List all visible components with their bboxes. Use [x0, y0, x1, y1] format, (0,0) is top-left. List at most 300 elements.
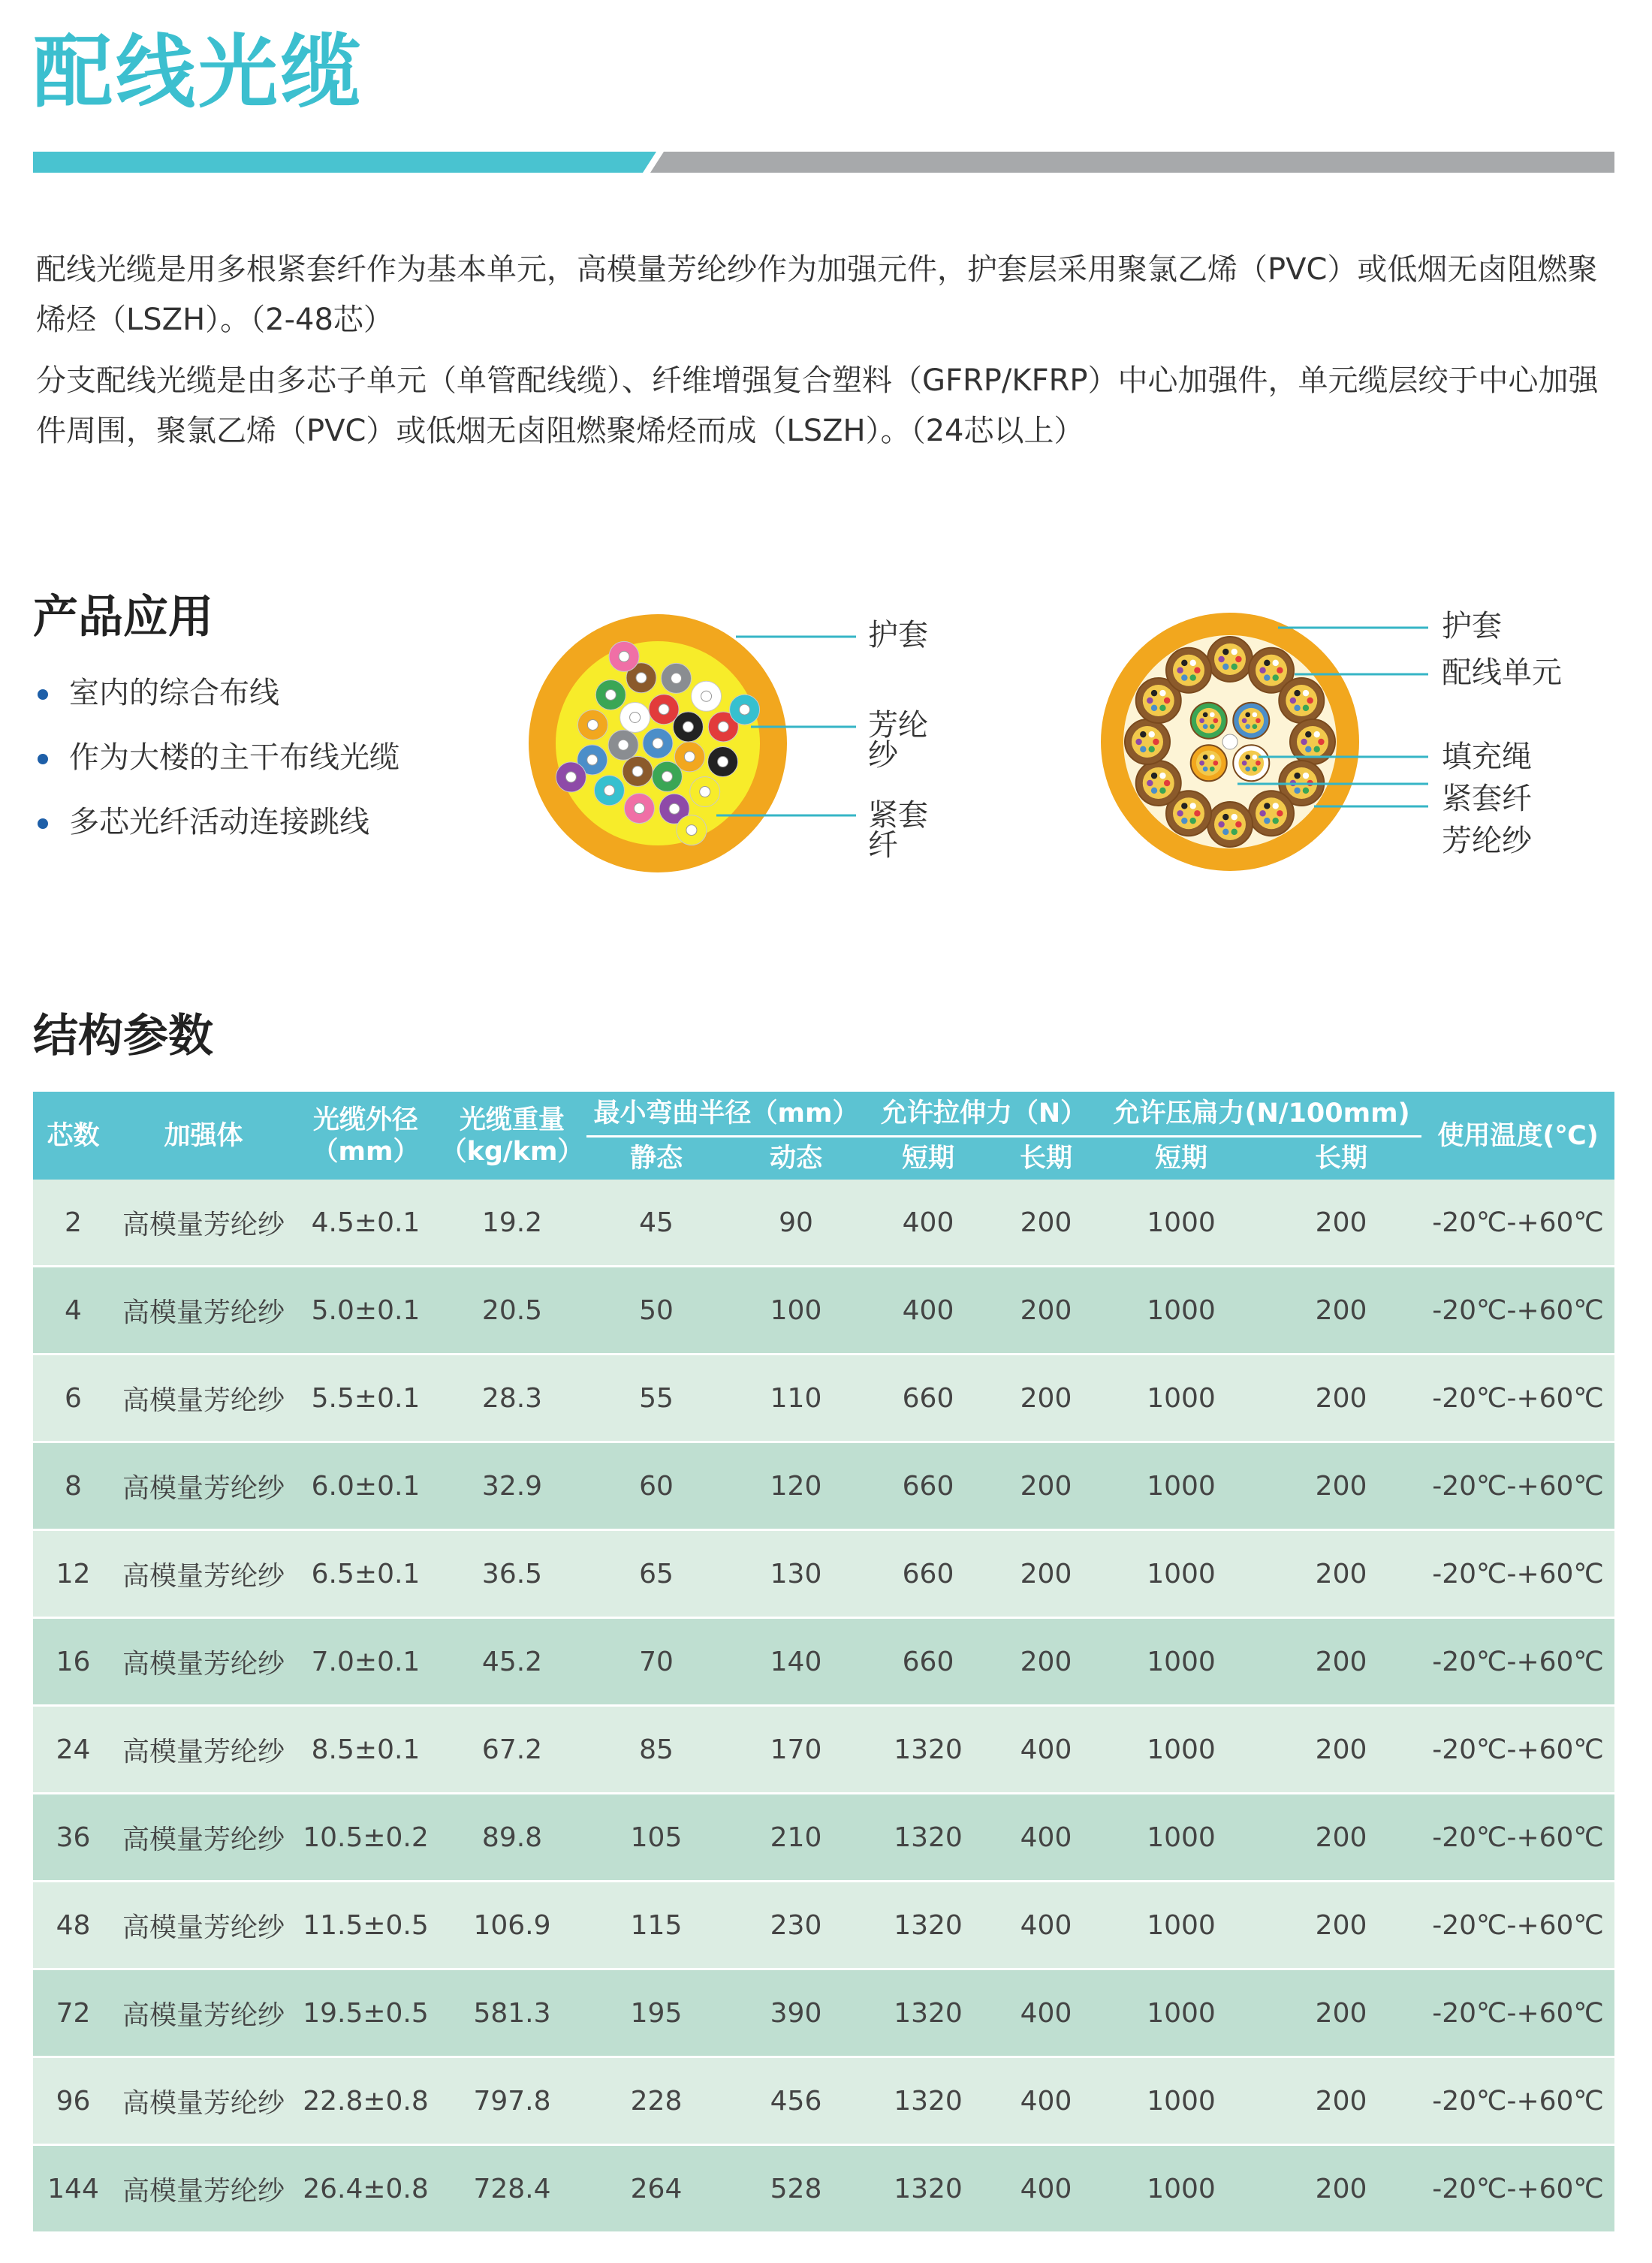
subunit-fiber: [1256, 761, 1261, 766]
table-row: [33, 1794, 1614, 1882]
subunit-fiber: [1245, 767, 1250, 772]
fiber-core: [634, 803, 644, 814]
cell-crush-long: 200: [1261, 1618, 1421, 1706]
subunit-fiber: [1199, 761, 1204, 766]
cell-tensile-long: 400: [990, 1794, 1102, 1882]
fiber-core: [636, 673, 647, 683]
cell-diameter: 11.5±0.5: [294, 1882, 438, 1969]
cell-temperature: -20℃-+60℃: [1421, 1969, 1614, 2057]
subunit-fiber: [1210, 767, 1215, 772]
cell-bend-static: 228: [586, 2057, 726, 2145]
intro-paragraph-2: 分支配线光缆是由多芯子单元（单管配线缆）、纤维增强复合塑料（GFRP/KFRP）中心加强件，单元缆层绞于中心加强件周围，聚氯乙烯（PVC）或低烟无卤阻燃聚烯烃而成（LSZH）。（24芯以上）: [36, 363, 1599, 448]
subunit-fiber: [1252, 767, 1257, 772]
table-row: [33, 2057, 1614, 2145]
header-tensile-short: 短期: [866, 1137, 990, 1180]
cell-weight: 106.9: [438, 1882, 586, 1969]
label-tight-fiber: 紧套纤: [1442, 782, 1532, 816]
subunit-fiber: [1222, 829, 1228, 835]
cell-bend-static: 70: [586, 1618, 726, 1706]
header-tensile: 允许拉伸力（N）: [866, 1092, 1102, 1137]
cell-tensile-long: 200: [990, 1354, 1102, 1442]
fiber-core: [565, 772, 576, 782]
subunit-fiber: [1242, 718, 1247, 723]
cell-crush-long: 200: [1261, 1354, 1421, 1442]
cell-tensile-short: 660: [866, 1530, 990, 1618]
cell-cores: 16: [33, 1618, 113, 1706]
subunit-fiber: [1259, 667, 1265, 673]
subunit-fiber: [1181, 674, 1187, 680]
cell-bend-static: 45: [586, 1180, 726, 1267]
subunit-fiber: [1164, 698, 1170, 704]
cell-crush-long: 200: [1261, 2145, 1421, 2233]
cell-temperature: -20℃-+60℃: [1421, 1267, 1614, 1354]
subunit-fiber: [1294, 690, 1300, 696]
subunit-fiber: [1252, 755, 1257, 760]
cell-weight: 67.2: [438, 1706, 586, 1794]
label-aramid: 芳纶纱: [1442, 824, 1532, 858]
cell-crush-long: 200: [1261, 1530, 1421, 1618]
cell-weight: 728.4: [438, 2145, 586, 2233]
cell-weight: 20.5: [438, 1267, 586, 1354]
subunit-fiber: [1264, 674, 1270, 680]
cell-tensile-long: 400: [990, 2145, 1102, 2233]
cell-bend-static: 50: [586, 1267, 726, 1354]
subunit-fiber: [1222, 649, 1228, 655]
subunit-fiber: [1199, 718, 1204, 723]
cell-tensile-long: 400: [990, 1706, 1102, 1794]
table-row: [33, 1530, 1614, 1618]
fiber-core: [740, 704, 750, 715]
cell-tensile-short: 1320: [866, 1882, 990, 1969]
cell-diameter: 5.0±0.1: [294, 1267, 438, 1354]
subunit-fiber: [1203, 767, 1208, 772]
cell-cores: 96: [33, 2057, 113, 2145]
cell-bend-dynamic: 90: [726, 1180, 866, 1267]
subunit-fiber: [1159, 788, 1165, 794]
subunit-fiber: [1177, 667, 1183, 673]
subunit-fiber: [1231, 664, 1237, 670]
cell-crush-short: 1000: [1102, 1618, 1261, 1706]
cell-diameter: 10.5±0.2: [294, 1794, 438, 1882]
cell-bend-dynamic: 170: [726, 1706, 866, 1794]
subunit-fiber: [1149, 746, 1155, 752]
cell-tensile-short: 1320: [866, 1706, 990, 1794]
fiber-core: [686, 825, 697, 836]
cell-temperature: -20℃-+60℃: [1421, 1618, 1614, 1706]
subunit-fiber: [1135, 739, 1141, 745]
cell-temperature: -20℃-+60℃: [1421, 1530, 1614, 1618]
subunit-fiber: [1231, 829, 1237, 835]
fiber-core: [718, 722, 728, 732]
label-aramid: 芳纶纱: [868, 708, 928, 773]
cell-cores: 6: [33, 1354, 113, 1442]
subunit-fiber: [1210, 755, 1215, 760]
cell-strength-member: 高模量芳纶纱: [113, 1442, 294, 1530]
cell-strength-member: 高模量芳纶纱: [113, 1267, 294, 1354]
fiber-core: [587, 719, 598, 730]
table-row: [33, 1180, 1614, 1267]
cell-bend-dynamic: 120: [726, 1442, 866, 1530]
subunit-fiber: [1213, 718, 1218, 723]
cell-diameter: 26.4±0.8: [294, 2145, 438, 2233]
subunit-fiber: [1159, 705, 1165, 711]
subunit-fiber: [1242, 761, 1247, 766]
subunit-fiber: [1177, 810, 1183, 816]
label-sheath: 护套: [868, 618, 928, 652]
cell-tensile-short: 1320: [866, 2145, 990, 2233]
header-diameter: 光缆外径（mm）: [294, 1092, 438, 1180]
cell-bend-dynamic: 390: [726, 1969, 866, 2057]
subunit-fiber: [1303, 788, 1309, 794]
subunit-fiber: [1235, 656, 1241, 662]
cell-weight: 19.2: [438, 1180, 586, 1267]
fiber-core: [619, 651, 629, 661]
intro-paragraph-1: 配线光缆是用多根紧套纤作为基本单元，高模量芳纶纱作为加强元件，护套层采用聚氯乙烯（PVC）或低烟无卤阻燃聚烯烃（LSZH）。（2-48芯）: [36, 252, 1598, 337]
table-row: [33, 1969, 1614, 2057]
cell-bend-static: 115: [586, 1882, 726, 1969]
fiber-core: [683, 722, 693, 732]
cell-temperature: -20℃-+60℃: [1421, 1354, 1614, 1442]
cell-diameter: 5.5±0.1: [294, 1354, 438, 1442]
header-temperature: 使用温度(℃): [1421, 1092, 1614, 1180]
cell-strength-member: 高模量芳纶纱: [113, 1969, 294, 2057]
cell-strength-member: 高模量芳纶纱: [113, 1882, 294, 1969]
subunit-fiber: [1259, 810, 1265, 816]
subunit-fiber: [1245, 712, 1250, 717]
cell-tensile-short: 660: [866, 1618, 990, 1706]
subunit-fiber: [1252, 712, 1257, 717]
subunit-fiber: [1273, 660, 1279, 666]
cell-weight: 89.8: [438, 1794, 586, 1882]
subunit-fiber: [1301, 739, 1307, 745]
cell-crush-long: 200: [1261, 1969, 1421, 2057]
subunit-fiber: [1181, 660, 1187, 666]
cell-bend-static: 105: [586, 1794, 726, 1882]
cell-cores: 2: [33, 1180, 113, 1267]
subunit-fiber: [1305, 746, 1311, 752]
cell-strength-member: 高模量芳纶纱: [113, 1530, 294, 1618]
cell-tensile-long: 200: [990, 1180, 1102, 1267]
cell-cores: 36: [33, 1794, 113, 1882]
subunit-fiber: [1210, 724, 1215, 729]
table-row: [33, 1618, 1614, 1706]
cell-crush-short: 1000: [1102, 2057, 1261, 2145]
cell-cores: 144: [33, 2145, 113, 2233]
subunit-fiber: [1264, 660, 1270, 666]
cell-diameter: 8.5±0.1: [294, 1706, 438, 1794]
cell-diameter: 4.5±0.1: [294, 1180, 438, 1267]
fiber-core: [587, 755, 598, 765]
subunit-fiber: [1303, 705, 1309, 711]
subunit-fiber: [1294, 788, 1300, 794]
cell-tensile-long: 400: [990, 1882, 1102, 1969]
header-crush-long: 长期: [1261, 1137, 1421, 1180]
cell-crush-short: 1000: [1102, 1794, 1261, 1882]
cell-weight: 36.5: [438, 1530, 586, 1618]
cell-bend-static: 60: [586, 1442, 726, 1530]
structure-table-body: [33, 1180, 1614, 2233]
fiber-core: [701, 691, 712, 701]
cell-crush-short: 1000: [1102, 1969, 1261, 2057]
cell-crush-long: 200: [1261, 1442, 1421, 1530]
label-sheath: 护套: [1442, 609, 1502, 643]
cell-tensile-short: 660: [866, 1354, 990, 1442]
cell-temperature: -20℃-+60℃: [1421, 2145, 1614, 2233]
cell-weight: 45.2: [438, 1618, 586, 1706]
label-filler-rope: 填充绳: [1442, 740, 1532, 774]
subunit-fiber: [1164, 780, 1170, 786]
cell-tensile-long: 200: [990, 1267, 1102, 1354]
cell-bend-static: 85: [586, 1706, 726, 1794]
cell-diameter: 7.0±0.1: [294, 1618, 438, 1706]
subunit-fiber: [1290, 698, 1296, 704]
subunit-fiber: [1294, 705, 1300, 711]
subunit-fiber: [1153, 739, 1159, 745]
cell-weight: 581.3: [438, 1969, 586, 2057]
subunit-fiber: [1213, 761, 1218, 766]
subunit-fiber: [1277, 667, 1283, 673]
cell-bend-dynamic: 140: [726, 1618, 866, 1706]
subunit-fiber: [1181, 803, 1187, 809]
subunit-fiber: [1303, 773, 1309, 779]
subunit-fiber: [1218, 821, 1224, 827]
table-row: [33, 1267, 1614, 1354]
cell-diameter: 6.5±0.1: [294, 1530, 438, 1618]
applications-title: 产品应用: [33, 591, 213, 643]
cable-cross-section-diagram-2: [1098, 610, 1563, 875]
application-item: 室内的综合布线: [33, 667, 399, 731]
header-bend-radius: 最小弯曲半径（mm）: [586, 1092, 866, 1137]
cell-cores: 12: [33, 1530, 113, 1618]
cell-bend-dynamic: 130: [726, 1530, 866, 1618]
subunit-fiber: [1140, 746, 1146, 752]
cell-bend-static: 55: [586, 1354, 726, 1442]
subunit-fiber: [1256, 718, 1261, 723]
subunit-fiber: [1151, 788, 1157, 794]
fiber-core: [684, 752, 695, 762]
cell-temperature: -20℃-+60℃: [1421, 1882, 1614, 1969]
subunit-fiber: [1159, 690, 1165, 696]
subunit-fiber: [1218, 656, 1224, 662]
subunit-fiber: [1147, 780, 1153, 786]
fiber-core: [662, 771, 672, 782]
subunit-fiber: [1181, 818, 1187, 824]
subunit-fiber: [1190, 818, 1196, 824]
subunit-fiber: [1273, 803, 1279, 809]
subunit-fiber: [1203, 712, 1208, 717]
subunit-fiber: [1307, 698, 1313, 704]
applications-list: [33, 667, 399, 860]
cell-strength-member: 高模量芳纶纱: [113, 1354, 294, 1442]
cell-tensile-short: 660: [866, 1442, 990, 1530]
subunit-fiber: [1245, 755, 1250, 760]
intro-text: [36, 245, 1620, 467]
application-item: 多芯光纤活动连接跳线: [33, 796, 399, 860]
subunit-fiber: [1277, 810, 1283, 816]
subunit-fiber: [1151, 690, 1157, 696]
cell-diameter: 6.0±0.1: [294, 1442, 438, 1530]
subunit-fiber: [1303, 690, 1309, 696]
fiber-core: [630, 712, 641, 722]
cell-temperature: -20℃-+60℃: [1421, 1706, 1614, 1794]
cell-crush-short: 1000: [1102, 1882, 1261, 1969]
table-row: [33, 2145, 1614, 2233]
cell-temperature: -20℃-+60℃: [1421, 1794, 1614, 1882]
cell-crush-short: 1000: [1102, 1180, 1261, 1267]
cell-crush-long: 200: [1261, 1180, 1421, 1267]
cell-bend-static: 264: [586, 2145, 726, 2233]
cell-crush-short: 1000: [1102, 1442, 1261, 1530]
cell-bend-dynamic: 230: [726, 1882, 866, 1969]
cell-cores: 24: [33, 1706, 113, 1794]
cell-crush-long: 200: [1261, 1882, 1421, 1969]
cell-tensile-long: 400: [990, 1969, 1102, 2057]
cell-strength-member: 高模量芳纶纱: [113, 1618, 294, 1706]
subunit-fiber: [1203, 755, 1208, 760]
fiber-core: [659, 704, 669, 715]
cell-bend-dynamic: 210: [726, 1794, 866, 1882]
table-row: [33, 1706, 1614, 1794]
subunit-fiber: [1264, 818, 1270, 824]
fiber-core: [700, 787, 710, 797]
subunit-fiber: [1294, 773, 1300, 779]
cell-weight: 797.8: [438, 2057, 586, 2145]
table-row: [33, 1882, 1614, 1969]
fiber-core: [653, 738, 663, 749]
header-bend-static: 静态: [586, 1137, 726, 1180]
cell-bend-static: 65: [586, 1530, 726, 1618]
fiber-core: [604, 785, 614, 796]
table-row: [33, 1442, 1614, 1530]
label-tight-fiber: 紧套纤: [868, 798, 928, 863]
subunit-fiber: [1140, 731, 1146, 737]
cell-bend-dynamic: 100: [726, 1267, 866, 1354]
subunit-fiber: [1190, 660, 1196, 666]
cell-tensile-short: 1320: [866, 2057, 990, 2145]
subunit-fiber: [1190, 674, 1196, 680]
cell-tensile-long: 200: [990, 1618, 1102, 1706]
header-strength-member: 加强体: [113, 1092, 294, 1180]
subunit-fiber: [1194, 810, 1200, 816]
cell-tensile-long: 200: [990, 1530, 1102, 1618]
fiber-core: [669, 803, 680, 814]
cable-cross-section-diagram-1: [526, 593, 946, 896]
cell-diameter: 22.8±0.8: [294, 2057, 438, 2145]
cell-tensile-short: 1320: [866, 1794, 990, 1882]
fiber-core: [671, 673, 682, 683]
title-divider-bar: [33, 152, 1614, 173]
subunit-fiber: [1273, 674, 1279, 680]
cell-crush-long: 200: [1261, 1267, 1421, 1354]
subunit-fiber: [1210, 712, 1215, 717]
subunit-fiber: [1305, 731, 1311, 737]
cell-bend-dynamic: 110: [726, 1354, 866, 1442]
central-strength-member: [1222, 734, 1237, 749]
table-row: [33, 1354, 1614, 1442]
subunit-fiber: [1222, 814, 1228, 820]
header-crush: 允许压扁力(N/100mm): [1102, 1092, 1421, 1137]
cell-cores: 48: [33, 1882, 113, 1969]
cell-strength-member: 高模量芳纶纱: [113, 2057, 294, 2145]
subunit-fiber: [1149, 731, 1155, 737]
cell-crush-short: 1000: [1102, 1530, 1261, 1618]
subunit-fiber: [1203, 724, 1208, 729]
subunit-fiber: [1231, 649, 1237, 655]
cell-weight: 32.9: [438, 1442, 586, 1530]
cell-bend-static: 195: [586, 1969, 726, 2057]
cell-tensile-short: 1320: [866, 1969, 990, 2057]
subunit-fiber: [1194, 667, 1200, 673]
subunit-fiber: [1264, 803, 1270, 809]
cell-cores: 4: [33, 1267, 113, 1354]
subunit-fiber: [1147, 698, 1153, 704]
header-bend-dynamic: 动态: [726, 1137, 866, 1180]
cell-crush-long: 200: [1261, 1706, 1421, 1794]
cell-crush-long: 200: [1261, 1794, 1421, 1882]
structure-title: 结构参数: [33, 1010, 213, 1062]
fiber-core: [632, 766, 643, 776]
subunit-fiber: [1314, 731, 1320, 737]
subunit-fiber: [1231, 814, 1237, 820]
cell-crush-short: 1000: [1102, 1267, 1261, 1354]
cell-strength-member: 高模量芳纶纱: [113, 2145, 294, 2233]
subunit-fiber: [1235, 821, 1241, 827]
subunit-fiber: [1273, 818, 1279, 824]
page-title: 配线光缆: [33, 26, 363, 119]
cell-crush-short: 1000: [1102, 1706, 1261, 1794]
header-weight: 光缆重量（kg/km）: [438, 1092, 586, 1180]
subunit-fiber: [1252, 724, 1257, 729]
subunit-fiber: [1222, 664, 1228, 670]
subunit-fiber: [1151, 705, 1157, 711]
subunit-fiber: [1159, 773, 1165, 779]
header-cores: 芯数: [33, 1092, 113, 1180]
cell-weight: 28.3: [438, 1354, 586, 1442]
fiber-core: [618, 740, 629, 750]
subunit-fiber: [1314, 746, 1320, 752]
fiber-core: [605, 689, 616, 700]
header-tensile-long: 长期: [990, 1137, 1102, 1180]
cell-cores: 72: [33, 1969, 113, 2057]
cell-tensile-short: 400: [866, 1267, 990, 1354]
cell-strength-member: 高模量芳纶纱: [113, 1180, 294, 1267]
cell-tensile-long: 400: [990, 2057, 1102, 2145]
cell-strength-member: 高模量芳纶纱: [113, 1706, 294, 1794]
cell-bend-dynamic: 456: [726, 2057, 866, 2145]
cell-crush-short: 1000: [1102, 2145, 1261, 2233]
subunit-fiber: [1245, 724, 1250, 729]
cell-tensile-long: 200: [990, 1442, 1102, 1530]
cell-temperature: -20℃-+60℃: [1421, 2057, 1614, 2145]
cell-temperature: -20℃-+60℃: [1421, 1180, 1614, 1267]
cell-crush-long: 200: [1261, 2057, 1421, 2145]
header-crush-short: 短期: [1102, 1137, 1261, 1180]
subunit-fiber: [1190, 803, 1196, 809]
cell-bend-dynamic: 528: [726, 2145, 866, 2233]
fiber-core: [718, 757, 728, 767]
application-item: 作为大楼的主干布线光缆: [33, 731, 399, 796]
cell-temperature: -20℃-+60℃: [1421, 1442, 1614, 1530]
cell-diameter: 19.5±0.5: [294, 1969, 438, 2057]
cell-strength-member: 高模量芳纶纱: [113, 1794, 294, 1882]
structure-table-wrapper: [33, 1092, 1614, 2234]
label-distribution-unit: 配线单元: [1442, 655, 1562, 690]
structure-table: [33, 1092, 1614, 2234]
subunit-fiber: [1318, 739, 1324, 745]
subunit-fiber: [1151, 773, 1157, 779]
cell-tensile-short: 400: [866, 1180, 990, 1267]
cell-cores: 8: [33, 1442, 113, 1530]
